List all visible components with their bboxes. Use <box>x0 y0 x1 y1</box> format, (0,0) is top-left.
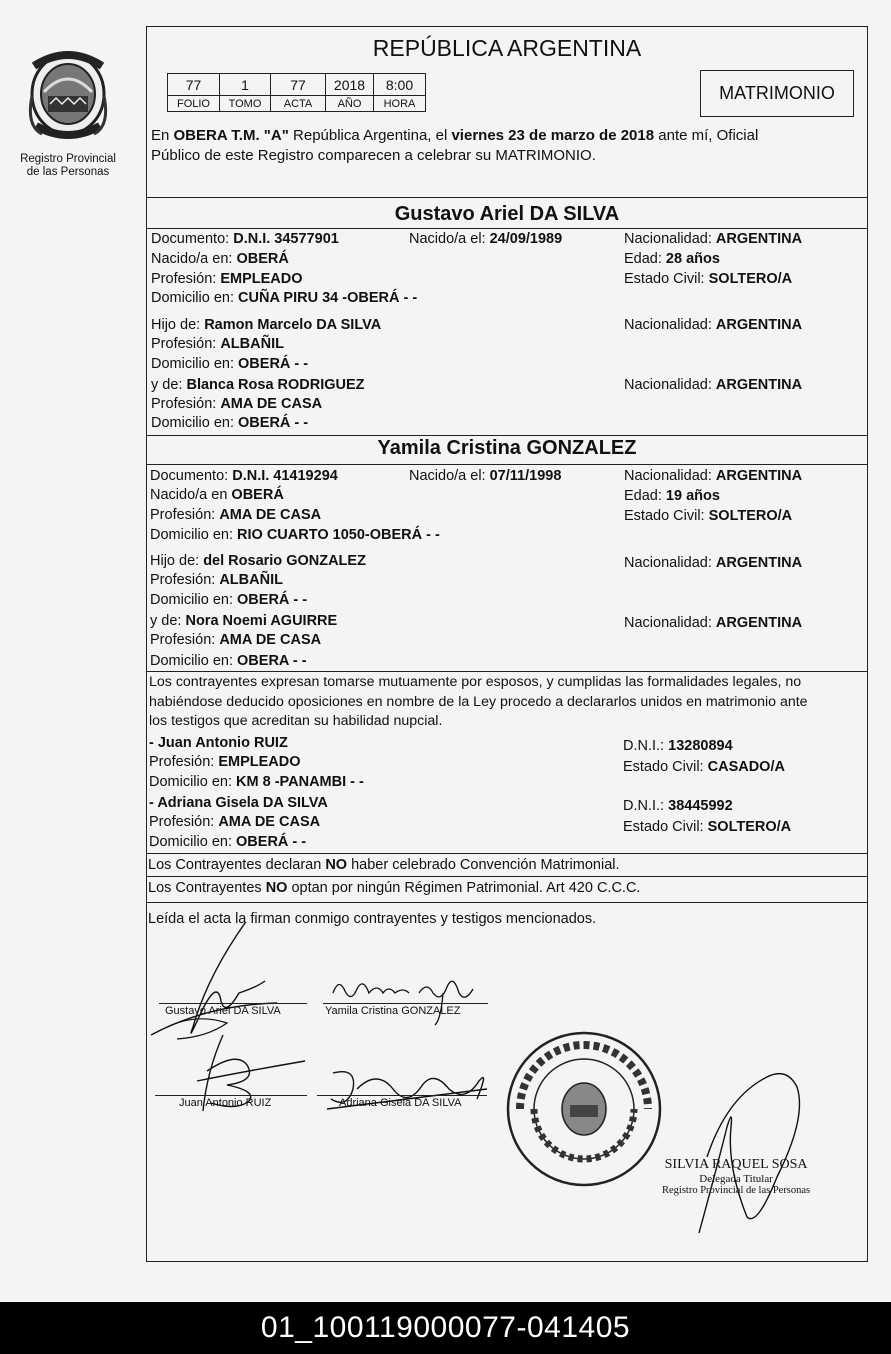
groom-father: Hijo de: Ramon Marcelo DA SILVA <box>151 317 382 333</box>
acta-label: ACTA <box>271 96 326 112</box>
intro-line-1: En OBERA T.M. "A" República Argentina, el viernes 23 de marzo de 2018 ante mí, Oficial <box>151 127 759 144</box>
witness1-civil-status: Estado Civil: CASADO/A <box>623 759 785 775</box>
hora-value: 8:00 <box>374 74 426 96</box>
acta-value: 77 <box>271 74 326 96</box>
bride-birthplace: Nacido/a en OBERÁ <box>150 487 284 503</box>
official-name: SILVIA RAQUEL SOSA <box>664 1157 808 1172</box>
groom-signature-caption: Gustavo Ariel DA SILVA <box>165 1005 281 1017</box>
declaration-line-3: los testigos que acreditan su habilidad nupcial. <box>149 713 443 729</box>
groom-birthdate: Nacido/a el: 24/09/1989 <box>409 231 563 247</box>
official-role: Delegada Titular <box>699 1173 773 1185</box>
official-organization: Registro Provincial de las Personas <box>662 1185 811 1196</box>
groom-nationality: Nacionalidad: ARGENTINA <box>624 231 803 247</box>
official-signature-icon <box>687 1067 817 1237</box>
registry-emblem-block <box>14 46 122 179</box>
hora-label: HORA <box>374 96 426 112</box>
country-title: REPÚBLICA ARGENTINA <box>372 35 642 61</box>
groom-civil-status: Estado Civil: SOLTERO/A <box>624 271 793 287</box>
signature-intro: Leída el acta la firman conmigo contrayentes y testigos mencionados. <box>148 911 597 927</box>
bride-mother-nationality: Nacionalidad: ARGENTINA <box>624 615 803 631</box>
witness2-signature-icon <box>317 1059 497 1119</box>
bride-birthdate: Nacido/a el: 07/11/1998 <box>409 468 562 484</box>
groom-birthplace: Nacido/a en: OBERÁ <box>151 251 289 267</box>
metadata-values-row <box>168 74 426 96</box>
declaration-line-2: habiéndose deducido oposiciones en nombre de la Ley procedo a declararlos unidos en matrimonio ante <box>149 694 808 710</box>
groom-document: Documento: D.N.I. 34577901 <box>151 231 339 247</box>
bride-signature-icon <box>323 963 493 1033</box>
witness1-signature-caption: Juan Antonio RUIZ <box>179 1097 272 1109</box>
groom-profession: Profesión: EMPLEADO <box>151 271 303 287</box>
bride-mother: y de: Nora Noemi AGUIRRE <box>150 613 338 629</box>
folio-value: 77 <box>168 74 220 96</box>
bride-signature-caption: Yamila Cristina GONZALEZ <box>325 1005 461 1017</box>
groom-mother-address: Domicilio en: OBERÁ - - <box>151 415 309 431</box>
convention-line-1: Los Contrayentes declaran NO haber celebrado Convención Matrimonial. <box>148 857 620 873</box>
official-block <box>662 1157 810 1196</box>
bride-civil-status: Estado Civil: SOLTERO/A <box>624 508 793 524</box>
groom-father-address: Domicilio en: OBERÁ - - <box>151 356 309 372</box>
bride-age: Edad: 19 años <box>624 488 720 504</box>
witness2-address: Domicilio en: OBERÁ - - <box>149 834 307 850</box>
witness1-profession: Profesión: EMPLEADO <box>149 754 301 770</box>
tomo-label: TOMO <box>220 96 271 112</box>
registry-name: Registro Provincial de las Personas <box>20 153 116 178</box>
registry-seal-icon <box>504 1029 664 1189</box>
bride-father-address: Domicilio en: OBERÁ - - <box>150 592 308 608</box>
declaration-line-1: Los contrayentes expresan tomarse mutuamente por esposos, y cumplidas las formalidades legales, no <box>149 674 802 690</box>
bride-mother-profession: Profesión: AMA DE CASA <box>150 632 322 648</box>
province-emblem-icon <box>22 46 114 144</box>
witness1-address: Domicilio en: KM 8 -PANAMBI - - <box>149 774 364 790</box>
act-type-box: MATRIMONIO <box>700 70 854 117</box>
groom-age: Edad: 28 años <box>624 251 720 267</box>
bride-father-profession: Profesión: ALBAÑIL <box>150 572 283 588</box>
witness1-dni: D.N.I.: 13280894 <box>623 738 733 754</box>
bride-name: Yamila Cristina GONZALEZ <box>377 437 637 459</box>
act-metadata-table <box>167 73 426 112</box>
groom-father-profession: Profesión: ALBAÑIL <box>151 336 284 352</box>
anio-value: 2018 <box>326 74 374 96</box>
groom-mother-nationality: Nacionalidad: ARGENTINA <box>624 377 803 393</box>
groom-mother-profession: Profesión: AMA DE CASA <box>151 396 323 412</box>
bride-document: Documento: D.N.I. 41419294 <box>150 468 338 484</box>
bride-mother-address: Domicilio en: OBERA - - <box>150 653 307 669</box>
bride-address: Domicilio en: RIO CUARTO 1050-OBERÁ - - <box>150 527 440 543</box>
bride-father: Hijo de: del Rosario GONZALEZ <box>150 553 366 569</box>
marriage-certificate <box>146 26 868 1262</box>
groom-mother: y de: Blanca Rosa RODRIGUEZ <box>151 377 365 393</box>
groom-name: Gustavo Ariel DA SILVA <box>394 203 620 225</box>
intro-date: viernes 23 de marzo de 2018 <box>451 127 655 144</box>
intro-place: OBERA T.M. "A" <box>173 127 289 144</box>
groom-address: Domicilio en: CUÑA PIRU 34 -OBERÁ - - <box>151 290 418 306</box>
witness2-dni: D.N.I.: 38445992 <box>623 798 733 814</box>
witness2-signature-caption: Adriana Gisela DA SILVA <box>339 1097 462 1109</box>
bride-father-nationality: Nacionalidad: ARGENTINA <box>624 555 803 571</box>
tomo-value: 1 <box>220 74 271 96</box>
document-id-bar: 01_100119000077-041405 <box>0 1302 891 1354</box>
bride-profession: Profesión: AMA DE CASA <box>150 507 322 523</box>
bride-nationality: Nacionalidad: ARGENTINA <box>624 468 803 484</box>
witness1-name: - Juan Antonio RUIZ <box>149 735 288 751</box>
metadata-labels-row <box>168 96 426 112</box>
witness2-name: - Adriana Gisela DA SILVA <box>149 795 328 811</box>
convention-line-2: Los Contrayentes NO optan por ningún Régimen Patrimonial. Art 420 C.C.C. <box>148 880 641 896</box>
folio-label: FOLIO <box>168 96 220 112</box>
intro-line-2: Público de este Registro comparecen a celebrar su MATRIMONIO. <box>151 147 596 164</box>
witness2-profession: Profesión: AMA DE CASA <box>149 814 321 830</box>
witness2-civil-status: Estado Civil: SOLTERO/A <box>623 819 792 835</box>
anio-label: AÑO <box>326 96 374 112</box>
groom-father-nationality: Nacionalidad: ARGENTINA <box>624 317 803 333</box>
